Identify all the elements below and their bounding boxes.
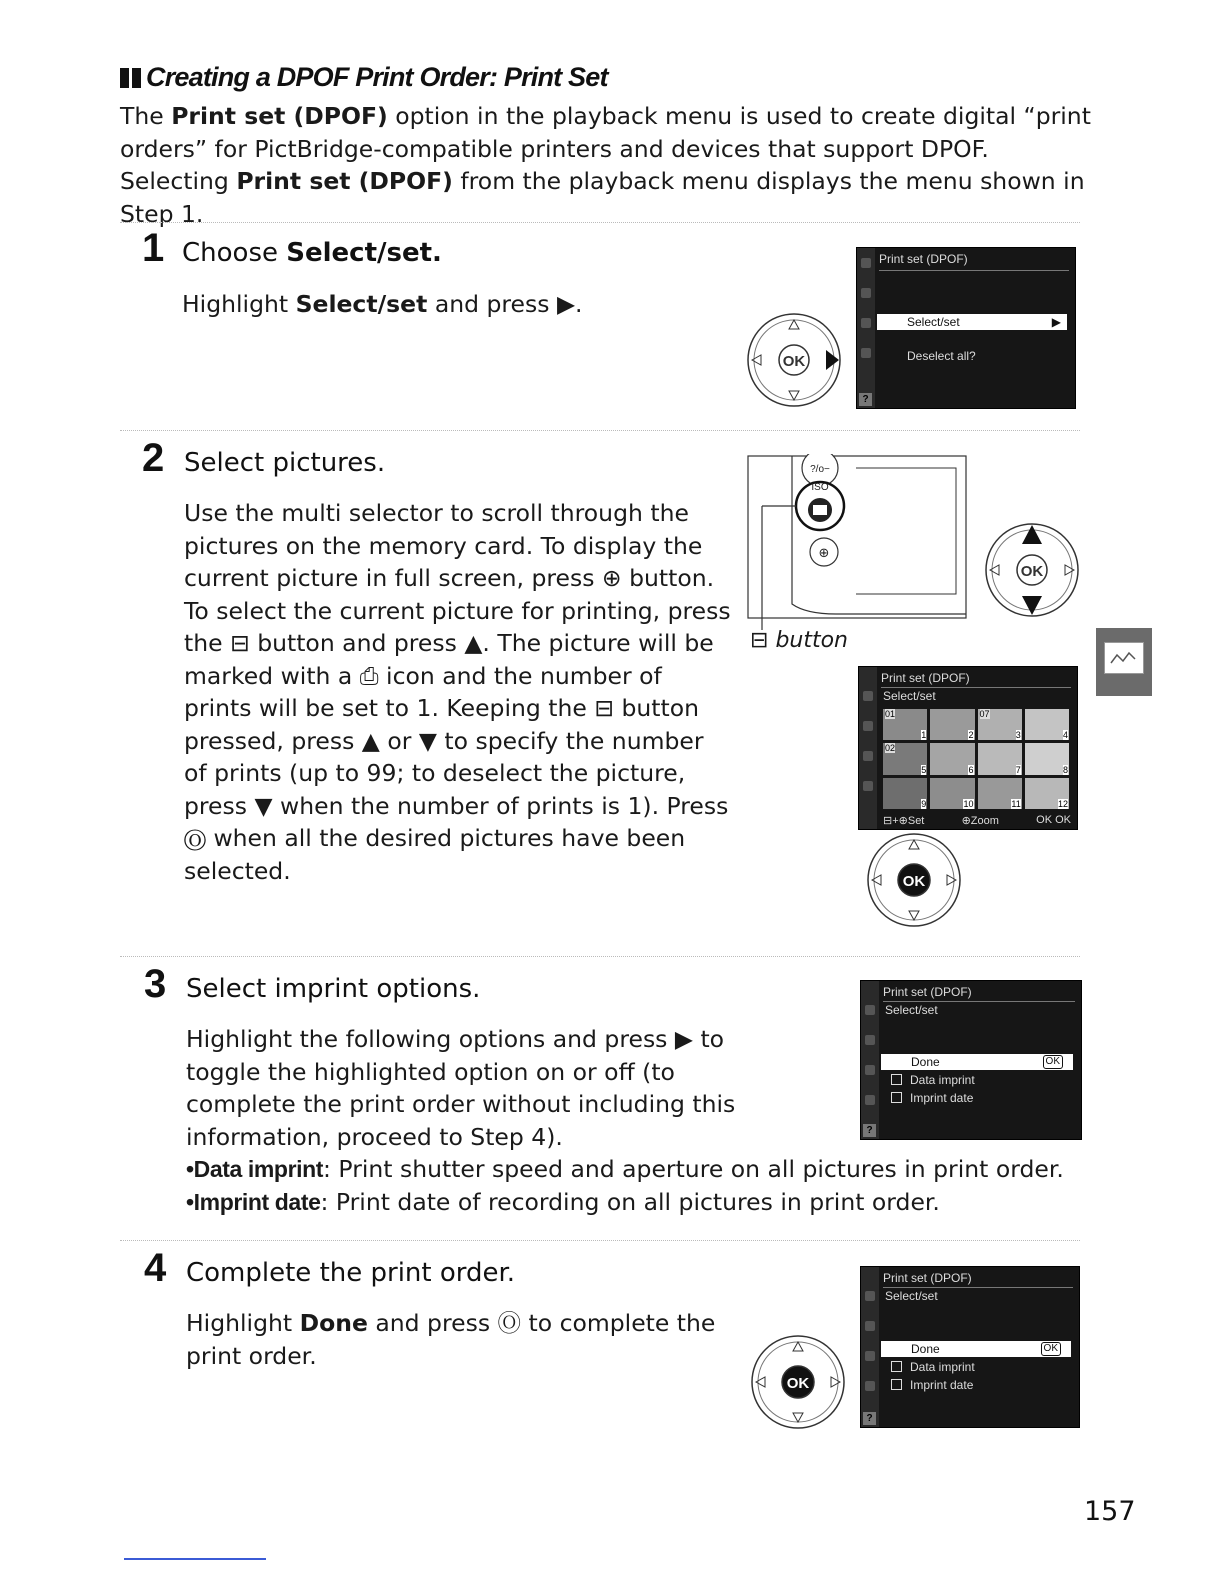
thumbnail[interactable]: 2 bbox=[930, 709, 974, 740]
intro-paragraph bbox=[120, 100, 1100, 230]
intro-bold: Print set (DPOF) bbox=[171, 102, 388, 130]
screen-footer bbox=[883, 814, 1071, 827]
page-number: 157 bbox=[1084, 1496, 1136, 1527]
camera-screen-step2 bbox=[858, 666, 1078, 830]
help-icon: ? bbox=[863, 1124, 876, 1137]
step-text-part: and press Ⓞ to complete the print order. bbox=[186, 1309, 716, 1370]
multi-selector-icon bbox=[864, 832, 964, 928]
step-text-part: Highlight bbox=[182, 290, 296, 318]
checkbox-icon bbox=[891, 1074, 902, 1085]
thumbnail[interactable]: 8 bbox=[1025, 743, 1069, 774]
step-text-bold: Done bbox=[299, 1309, 368, 1337]
intro-text: The bbox=[120, 102, 172, 130]
step-title bbox=[182, 238, 442, 268]
ok-label: OK bbox=[782, 353, 806, 370]
bullet-label: •Data imprint bbox=[186, 1156, 324, 1182]
multi-selector-icon bbox=[746, 312, 846, 408]
footer-ok: OK OK bbox=[1036, 814, 1071, 826]
button-caption-text: button bbox=[775, 628, 849, 653]
svg-text:⊕: ⊕ bbox=[818, 546, 830, 561]
thumbnail[interactable]: 9 bbox=[883, 778, 927, 809]
intro-bold: Print set (DPOF) bbox=[236, 167, 453, 195]
screen-highlight-label: Select/set bbox=[907, 315, 960, 329]
screen-header: Print set (DPOF) bbox=[883, 985, 972, 999]
step-title: Complete the print order. bbox=[186, 1258, 516, 1288]
thumbnail[interactable]: 12 bbox=[1025, 778, 1069, 809]
bullet-label: •Imprint date bbox=[186, 1188, 321, 1215]
help-icon: ? bbox=[863, 1412, 876, 1425]
screen-header: Print set (DPOF) bbox=[881, 671, 970, 685]
step-title: Select pictures. bbox=[184, 448, 386, 478]
section-title bbox=[120, 62, 608, 93]
step-text: Highlight the following options and press ▶ to toggle the highlighted option on or off (to complete the print order without including this information, proceed to Step 4). bbox=[186, 1025, 736, 1151]
thumbnail[interactable]: 4 bbox=[1025, 709, 1069, 740]
checkbox-icon bbox=[891, 1379, 902, 1390]
step-number: 3 bbox=[144, 962, 167, 1006]
screen-option: Data imprint bbox=[891, 1073, 975, 1087]
button-caption bbox=[750, 628, 848, 653]
ok-label: OK bbox=[902, 873, 926, 890]
bullet-text: : Print shutter speed and aperture on all pictures in print order. bbox=[323, 1155, 1064, 1183]
thumbnail[interactable]: 11 bbox=[978, 778, 1022, 809]
ok-badge-icon: OK bbox=[1041, 1342, 1061, 1356]
bullet-text: : Print date of recording on all pictures in print order. bbox=[320, 1187, 940, 1216]
thumbnail[interactable]: 10 bbox=[930, 778, 974, 809]
intro-text: from the playback menu displays the menu shown in Step 1. bbox=[120, 167, 1085, 228]
screen-highlight-row bbox=[877, 314, 1067, 330]
step-title-bold: Select/set. bbox=[286, 238, 442, 268]
screen-option: Imprint date bbox=[891, 1091, 973, 1105]
footer-set: ⊟+⊕Set bbox=[883, 815, 925, 827]
step-title: Select imprint options. bbox=[186, 974, 481, 1004]
step-text-part: Highlight bbox=[186, 1309, 300, 1337]
thumbnail[interactable]: 07 3 bbox=[979, 709, 1021, 741]
ok-label: OK bbox=[786, 1375, 810, 1392]
help-icon: ? bbox=[859, 393, 872, 406]
multi-selector-icon bbox=[748, 1334, 848, 1430]
ok-badge-icon: OK bbox=[1043, 1055, 1063, 1069]
screen-highlight-row bbox=[881, 1341, 1071, 1357]
chapter-tab bbox=[1096, 628, 1152, 696]
ok-label: OK bbox=[1020, 563, 1044, 580]
protect-label: ?/o− bbox=[810, 464, 830, 475]
divider bbox=[120, 1240, 1080, 1241]
bullet-item bbox=[186, 1153, 1086, 1186]
footer-zoom: ⊕Zoom bbox=[961, 815, 999, 827]
camera-screen-step4 bbox=[860, 1266, 1080, 1428]
thumbnail[interactable]: 01 1 bbox=[885, 709, 927, 741]
divider bbox=[120, 222, 1080, 223]
step-text-bold: Select/set bbox=[295, 290, 428, 318]
section-title-text: Creating a DPOF Print Order: Print Set bbox=[146, 62, 608, 92]
thumbnail[interactable]: 02 5 bbox=[885, 743, 927, 775]
section-marker-icon bbox=[120, 68, 142, 88]
bullet-list bbox=[186, 1153, 1086, 1218]
iso-label: ISO bbox=[811, 482, 829, 493]
step-number: 4 bbox=[144, 1246, 167, 1290]
screen-highlight-label: Done bbox=[911, 1342, 940, 1356]
screen-highlight-row bbox=[881, 1054, 1073, 1070]
arrow-right-icon: ▶ bbox=[1051, 315, 1061, 329]
screen-option: Deselect all? bbox=[907, 349, 976, 363]
intro-text: option in the playback menu is used to create digital “print orders” for PictBridge-compatible printers and devices that support DPOF. Selecting bbox=[120, 102, 1091, 195]
step-text bbox=[186, 1307, 726, 1372]
step-number: 2 bbox=[142, 436, 165, 480]
thumbnail-grid bbox=[883, 709, 1069, 809]
step-text: Use the multi selector to scroll through the pictures on the memory card. To display the current picture in full screen, press ⊕ button. To select the current picture for printing, press the ⊟ button and press ▲. The picture will be marked with a ⎙ icon and the number of prints will be set to 1. Keeping the ⊟ button pressed, press ▲ or ▼ to specify the number of prints (up to 99; to deselect the picture, press ▼ when the number of prints is 1). Press Ⓞ when all the desired pictures have been selected. bbox=[184, 499, 731, 885]
screen-header: Print set (DPOF) bbox=[879, 252, 968, 266]
divider bbox=[120, 956, 1080, 957]
connection-icon bbox=[1104, 642, 1144, 674]
checkbox-icon bbox=[891, 1361, 902, 1372]
checkbox-icon bbox=[891, 1092, 902, 1103]
bullet-item bbox=[186, 1186, 1086, 1219]
screen-subheader: Select/set bbox=[885, 1003, 938, 1017]
multi-selector-icon bbox=[982, 522, 1082, 618]
step-title-text: Choose bbox=[182, 238, 287, 268]
thumbnail[interactable]: 7 bbox=[978, 743, 1022, 774]
camera-back-illustration bbox=[746, 454, 970, 630]
thumbnail-button-icon: ⊟ bbox=[750, 628, 769, 653]
camera-screen-step1 bbox=[856, 247, 1076, 409]
thumbnail[interactable]: 6 bbox=[930, 743, 974, 774]
camera-screen-step3 bbox=[860, 980, 1082, 1140]
step-text bbox=[182, 288, 583, 321]
screen-subheader: Select/set bbox=[885, 1289, 938, 1303]
screen-option: Data imprint bbox=[891, 1360, 975, 1374]
screen-option: Imprint date bbox=[891, 1378, 973, 1392]
footer-line bbox=[124, 1558, 266, 1560]
screen-subheader: Select/set bbox=[883, 689, 936, 703]
screen-highlight-label: Done bbox=[911, 1055, 940, 1069]
screen-header: Print set (DPOF) bbox=[883, 1271, 972, 1285]
step-text-part: and press ▶. bbox=[427, 290, 583, 318]
step-number: 1 bbox=[142, 226, 165, 270]
divider bbox=[120, 430, 1080, 431]
